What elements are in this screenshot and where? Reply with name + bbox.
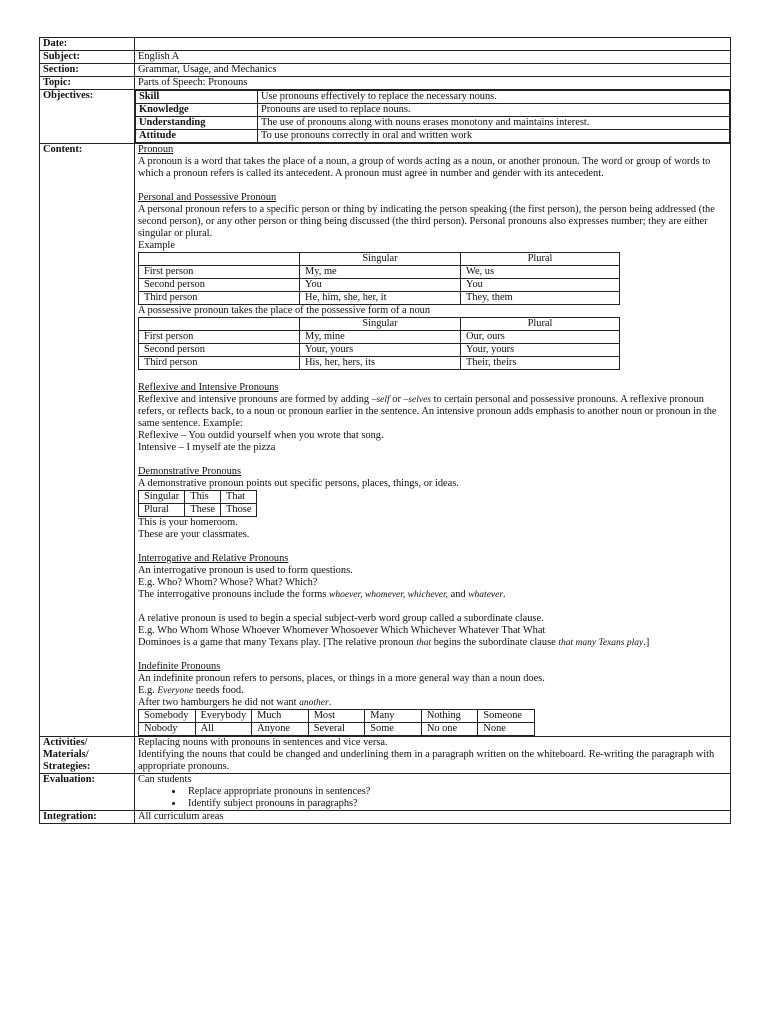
- table-header: Singular: [300, 253, 461, 266]
- table-cell: We, us: [461, 266, 620, 279]
- table-cell: First person: [139, 266, 300, 279]
- table-cell: You: [300, 279, 461, 292]
- activities-cell: [135, 737, 731, 774]
- indefinite-example: [138, 685, 727, 697]
- text-span: E.g.: [138, 685, 158, 696]
- relative-example: E.g. Who Whom Whose Whoever Whomever Whosoever Which Whichever Whatever That What: [138, 625, 546, 636]
- table-cell: None: [478, 723, 535, 736]
- personal-heading: Personal and Possessive Pronoun: [138, 192, 277, 203]
- table-cell: Several: [308, 723, 365, 736]
- indefinite-sentence: [138, 697, 727, 709]
- text-span: After two hamburgers he did not want: [138, 697, 300, 708]
- table-row: [139, 491, 257, 504]
- activities-label-line: Materials/: [43, 749, 89, 760]
- indefinite-table: [138, 709, 535, 736]
- table-cell: Those: [221, 504, 257, 517]
- example-label: Example: [138, 240, 175, 251]
- evaluation-label: Evaluation:: [40, 774, 135, 811]
- objective-key: Skill: [136, 91, 258, 104]
- possessive-definition: A possessive pronoun takes the place of the possessive form of a noun: [138, 305, 431, 316]
- table-cell: Anyone: [252, 723, 309, 736]
- table-header: Plural: [461, 253, 620, 266]
- table-cell: Much: [252, 710, 309, 723]
- table-header-row: [139, 253, 620, 266]
- table-cell: Many: [365, 710, 422, 723]
- evaluation-list: [138, 786, 727, 810]
- italic-span: whoever, whomever, whichever,: [329, 590, 449, 600]
- table-cell: My, mine: [300, 331, 461, 344]
- pronoun-definition: A pronoun is a word that takes the place of a noun, a group of words acting as a noun, or another pronoun. The word or group of words to which a pronoun refers is called its antecedent. A pronoun must agree in number and gender with its antecedent.: [138, 156, 711, 179]
- interrogative-example: E.g. Who? Whom? Whose? What? Which?: [138, 577, 318, 588]
- table-cell: His, her, hers, its: [300, 357, 461, 370]
- content-cell: [135, 144, 731, 737]
- objective-row: [136, 130, 730, 143]
- text-span: or: [389, 394, 404, 405]
- table-cell: These: [185, 504, 221, 517]
- integration-value: All curriculum areas: [135, 811, 731, 824]
- table-row: [139, 710, 535, 723]
- table-cell: Someone: [478, 710, 535, 723]
- pronoun-heading: Pronoun: [138, 144, 174, 155]
- objective-key: Knowledge: [136, 104, 258, 117]
- lesson-plan: [39, 37, 731, 824]
- section-row: [40, 64, 731, 77]
- text-span: The interrogative pronouns include the forms: [138, 589, 330, 600]
- content-label: Content:: [40, 144, 135, 737]
- table-cell: You: [461, 279, 620, 292]
- suffix-self: –self: [371, 395, 390, 405]
- activities-label-line: Strategies:: [43, 761, 91, 772]
- table-cell: Second person: [139, 279, 300, 292]
- table-cell: Third person: [139, 292, 300, 305]
- demonstrative-definition: A demonstrative pronoun points out specific persons, places, things, or ideas.: [138, 478, 459, 489]
- table-cell: Second person: [139, 344, 300, 357]
- activities-row: [40, 737, 731, 774]
- integration-label: Integration:: [40, 811, 135, 824]
- objective-value: Use pronouns effectively to replace the necessary nouns.: [258, 91, 730, 104]
- relative-sentence: [138, 637, 727, 649]
- subject-label: Subject:: [40, 51, 135, 64]
- italic-span: that many Texans play: [558, 638, 644, 648]
- table-header: [139, 253, 300, 266]
- table-row: [139, 292, 620, 305]
- activities-label-line: Activities/: [43, 737, 88, 748]
- topic-label: Topic:: [40, 77, 135, 90]
- table-cell: Everybody: [195, 710, 252, 723]
- table-cell: Somebody: [139, 710, 196, 723]
- objective-key: Attitude: [136, 130, 258, 143]
- text-span: to certain personal and possessive pronouns. A reflexive pronoun refers, or reflects back, to a noun or pronoun earlier in the sentence. An intensive pronoun adds emphasis to another noun or pronoun in the same sentence. Example:: [138, 394, 717, 429]
- objective-value: Pronouns are used to replace nouns.: [258, 104, 730, 117]
- possessive-pronoun-table: [138, 317, 620, 370]
- lesson-plan-table: [39, 37, 731, 824]
- topic-row: [40, 77, 731, 90]
- text-span: Reflexive and intensive pronouns are formed by adding: [138, 394, 372, 405]
- subject-value: English A: [135, 51, 731, 64]
- date-row: [40, 38, 731, 51]
- table-cell: This: [185, 491, 221, 504]
- integration-row: [40, 811, 731, 824]
- activity-line-1: Replacing nouns with pronouns in sentences and vice versa.: [138, 737, 388, 748]
- interrogative-definition: An interrogative pronoun is used to form questions.: [138, 565, 353, 576]
- content-row: [40, 144, 731, 737]
- objective-row: [136, 91, 730, 104]
- demonstrative-table: [138, 490, 257, 517]
- text-span: .: [328, 697, 332, 708]
- demonstrative-heading: Demonstrative Pronouns: [138, 466, 242, 477]
- table-cell: Singular: [139, 491, 185, 504]
- personal-definition: A personal pronoun refers to a specific person or thing by indicating the person speaking (the first person), the person being addressed (the second person), or any other person or thing being discussed (the third person). Personal pronouns also expresses number; they are either singular or plural.: [138, 204, 715, 239]
- intensive-example: Intensive – I myself ate the pizza: [138, 442, 276, 453]
- table-cell: Your, yours: [300, 344, 461, 357]
- suffix-selves: –selves: [403, 395, 431, 405]
- text-span: begins the subordinate clause: [431, 637, 559, 648]
- table-row: [139, 331, 620, 344]
- table-cell: All: [195, 723, 252, 736]
- table-header: Singular: [300, 318, 461, 331]
- text-span: Dominoes is a game that many Texans play. [The relative pronoun: [138, 637, 417, 648]
- table-cell: Most: [308, 710, 365, 723]
- table-header: Plural: [461, 318, 620, 331]
- table-row: [139, 504, 257, 517]
- objectives-row: [40, 90, 731, 144]
- evaluation-cell: [135, 774, 731, 811]
- objectives-table: [135, 90, 730, 143]
- date-value: [135, 38, 731, 51]
- table-cell: Our, ours: [461, 331, 620, 344]
- table-cell: That: [221, 491, 257, 504]
- activities-label: [40, 737, 135, 774]
- table-cell: He, him, she, her, it: [300, 292, 461, 305]
- italic-span: that: [416, 638, 432, 648]
- demonstrative-example-1: This is your homeroom.: [138, 517, 238, 528]
- text-span: needs food.: [193, 685, 244, 696]
- activity-line-2: Identifying the nouns that could be changed and underlining them in a paragraph written on the whiteboard. Re-writing the paragraph with appropriate pronouns.: [138, 749, 715, 772]
- italic-span: whatever: [468, 590, 504, 600]
- table-cell: They, them: [461, 292, 620, 305]
- list-item: • Replace appropriate pronouns in sentences?: [184, 786, 727, 798]
- table-row: [139, 357, 620, 370]
- objective-key: Understanding: [136, 117, 258, 130]
- table-cell: Nobody: [139, 723, 196, 736]
- demonstrative-example-2: These are your classmates.: [138, 529, 250, 540]
- objective-value: The use of pronouns along with nouns erases monotony and maintains interest.: [258, 117, 730, 130]
- objective-row: [136, 117, 730, 130]
- objective-value: To use pronouns correctly in oral and written work: [258, 130, 730, 143]
- table-row: [139, 723, 535, 736]
- table-cell: My, me: [300, 266, 461, 279]
- evaluation-intro: Can students: [138, 774, 192, 785]
- interrogative-forms: [138, 589, 727, 601]
- objective-row: [136, 104, 730, 117]
- table-cell: Your, yours: [461, 344, 620, 357]
- table-cell: Third person: [139, 357, 300, 370]
- reflexive-definition: [138, 394, 727, 430]
- section-label: Section:: [40, 64, 135, 77]
- text-span: and: [448, 589, 469, 600]
- italic-span: another: [299, 698, 329, 708]
- table-row: [139, 266, 620, 279]
- table-row: [139, 344, 620, 357]
- list-item: • Identify subject pronouns in paragraphs?: [184, 798, 727, 810]
- table-cell: Plural: [139, 504, 185, 517]
- relative-definition: A relative pronoun is used to begin a special subject-verb word group called a subordinate clause.: [138, 613, 544, 624]
- section-value: Grammar, Usage, and Mechanics: [135, 64, 731, 77]
- reflexive-example: Reflexive – You outdid yourself when you wrote that song.: [138, 430, 384, 441]
- table-header-row: [139, 318, 620, 331]
- table-cell: First person: [139, 331, 300, 344]
- objectives-label: Objectives:: [40, 90, 135, 144]
- italic-span: Everyone: [157, 686, 194, 696]
- table-header: [139, 318, 300, 331]
- table-cell: Nothing: [421, 710, 478, 723]
- table-cell: Their, theirs: [461, 357, 620, 370]
- objectives-cell: [135, 90, 731, 144]
- interrogative-heading: Interrogative and Relative Pronouns: [138, 553, 289, 564]
- personal-pronoun-table: [138, 252, 620, 305]
- date-label: Date:: [40, 38, 135, 51]
- table-row: [139, 279, 620, 292]
- table-cell: Some: [365, 723, 422, 736]
- text-span: .]: [643, 637, 650, 648]
- indefinite-heading: Indefinite Pronouns: [138, 661, 221, 672]
- table-cell: No one: [421, 723, 478, 736]
- text-span: .: [503, 589, 506, 600]
- topic-value: Parts of Speech: Pronouns: [135, 77, 731, 90]
- reflexive-heading: Reflexive and Intensive Pronouns: [138, 382, 279, 393]
- indefinite-definition: An indefinite pronoun refers to persons, places, or things in a more general way than a noun does.: [138, 673, 545, 684]
- evaluation-row: [40, 774, 731, 811]
- subject-row: [40, 51, 731, 64]
